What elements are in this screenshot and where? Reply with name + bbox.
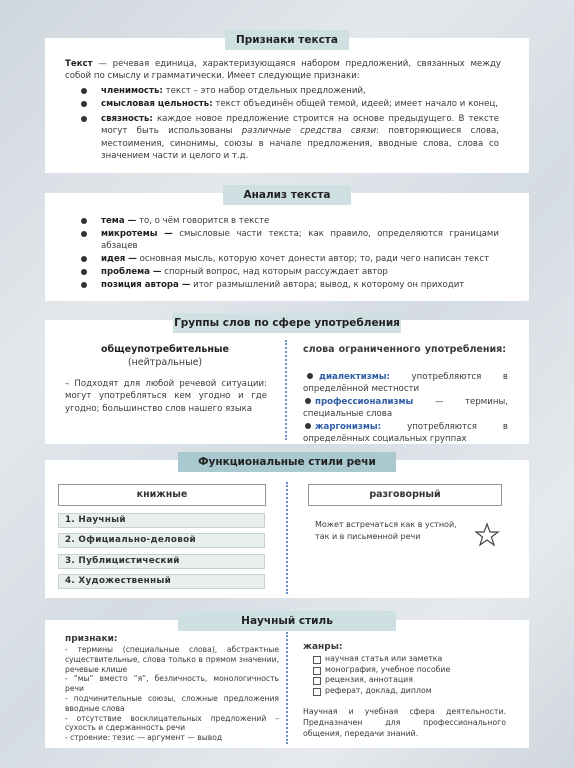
list-item: идея — основная мысль, которую хочет донести автор; то, ради чего написан текст — [65, 253, 499, 265]
list-item: научная статья или заметка — [303, 654, 503, 665]
list-item: тема — то, о чём говорится в тексте — [65, 215, 499, 227]
list-item: монография, учебное пособие — [303, 665, 503, 676]
panel-text-analysis — [45, 193, 529, 301]
signs-list — [65, 645, 279, 743]
signs-heading: признаки: — [65, 634, 118, 644]
panel-word-groups — [45, 320, 529, 444]
term-text: Текст — [65, 59, 93, 69]
genres-heading: жанры: — [303, 642, 343, 652]
colloquial-style-box: разговорный — [308, 484, 502, 506]
list-item: жаргонизмы: употребляются в определённых социальных группах — [303, 422, 508, 444]
genres-text: Научная и учебная сфера деятельности. Предназначен для профессионального общения, передачи знаний. — [303, 707, 506, 738]
list-item: - отсутствие восклицательных предложений – сухость и сдержанность речи — [65, 713, 279, 733]
list-item: профессионализмы — термины, специальные слова — [303, 397, 508, 419]
divider — [286, 482, 288, 594]
limited-words-heading: слова ограниченного употребления: — [303, 344, 506, 355]
style-item-scientific: 1. Научный — [58, 513, 265, 528]
list-item: диалектизмы: употребляются в определённой местности — [303, 372, 508, 394]
list-item: - термины (специальные слова), абстрактные существительные, слова только в прямом значении, речевые клише — [65, 645, 279, 674]
list-item: смысловая цельность: текст объединён общей темой, идеей; имеет начало и конец, — [65, 98, 499, 110]
list-item: реферат, доклад, диплом — [303, 686, 503, 697]
section-title-scientific-style: Научный стиль — [178, 611, 396, 631]
list-item: связность: каждое новое предложение строится на основе предыдущего. В тексте могут быть использованы различные средства связи: повторяющиеся слова, местоимения, синонимы, союзы в начале предложения, вводные слова, слова со значением части и целого и т.д. — [65, 113, 499, 163]
analysis-list — [65, 215, 499, 291]
text-definition: Текст — речевая единица, характеризующаяся набором предложений, связанных между собой по смыслу и грамматически. Имеет следующие признаки: — [65, 59, 501, 82]
style-item-artistic: 4. Художественный — [58, 574, 265, 589]
list-item: позиция автора — итог размышлений автора; вывод, к которому он приходит — [65, 279, 499, 291]
panel-functional-styles — [45, 460, 529, 598]
style-item-publicistic: 3. Публицистический — [58, 554, 265, 569]
section-title-text-features: Признаки текста — [225, 30, 349, 50]
list-item: - подчинительные союзы, сложные предложения вводные слова — [65, 693, 279, 713]
section-title-functional-styles: Функциональные стили речи — [178, 452, 396, 472]
common-words-heading: общеупотребительные (нейтральные) — [101, 344, 229, 368]
panel-text-features — [45, 38, 529, 173]
section-title-word-groups: Группы слов по сфере употребления — [173, 313, 401, 333]
list-item: - “мы” вместо “я”, безличность, монологичность речи — [65, 674, 279, 694]
panel-scientific-style — [45, 620, 529, 748]
colloquial-text: Может встречаться как в устной, так и в письменной речи — [315, 520, 457, 541]
bookish-styles-box: книжные — [58, 484, 266, 506]
list-item: микротемы — смысловые части текста; как правило, определяются границами абзацев — [65, 228, 499, 252]
genres-list — [303, 654, 503, 696]
section-title-text-analysis: Анализ текста — [223, 185, 351, 205]
limited-words-list — [303, 372, 508, 446]
style-item-official: 2. Официально-деловой — [58, 533, 265, 548]
divider — [286, 632, 288, 744]
list-item: рецензия, аннотация — [303, 675, 503, 686]
divider — [285, 340, 287, 440]
list-item: - строение: тезис — аргумент — вывод — [65, 733, 223, 743]
star-icon — [474, 522, 500, 548]
common-words-text: – Подходят для любой речевой ситуации: могут употребляться кем угодно и где угодно; большинство слов нашего языка — [65, 379, 267, 414]
features-list — [65, 85, 499, 162]
list-item: членимость: текст – это набор отдельных предложений, — [65, 85, 499, 97]
list-item: проблема — спорный вопрос, над которым рассуждает автор — [65, 266, 499, 278]
